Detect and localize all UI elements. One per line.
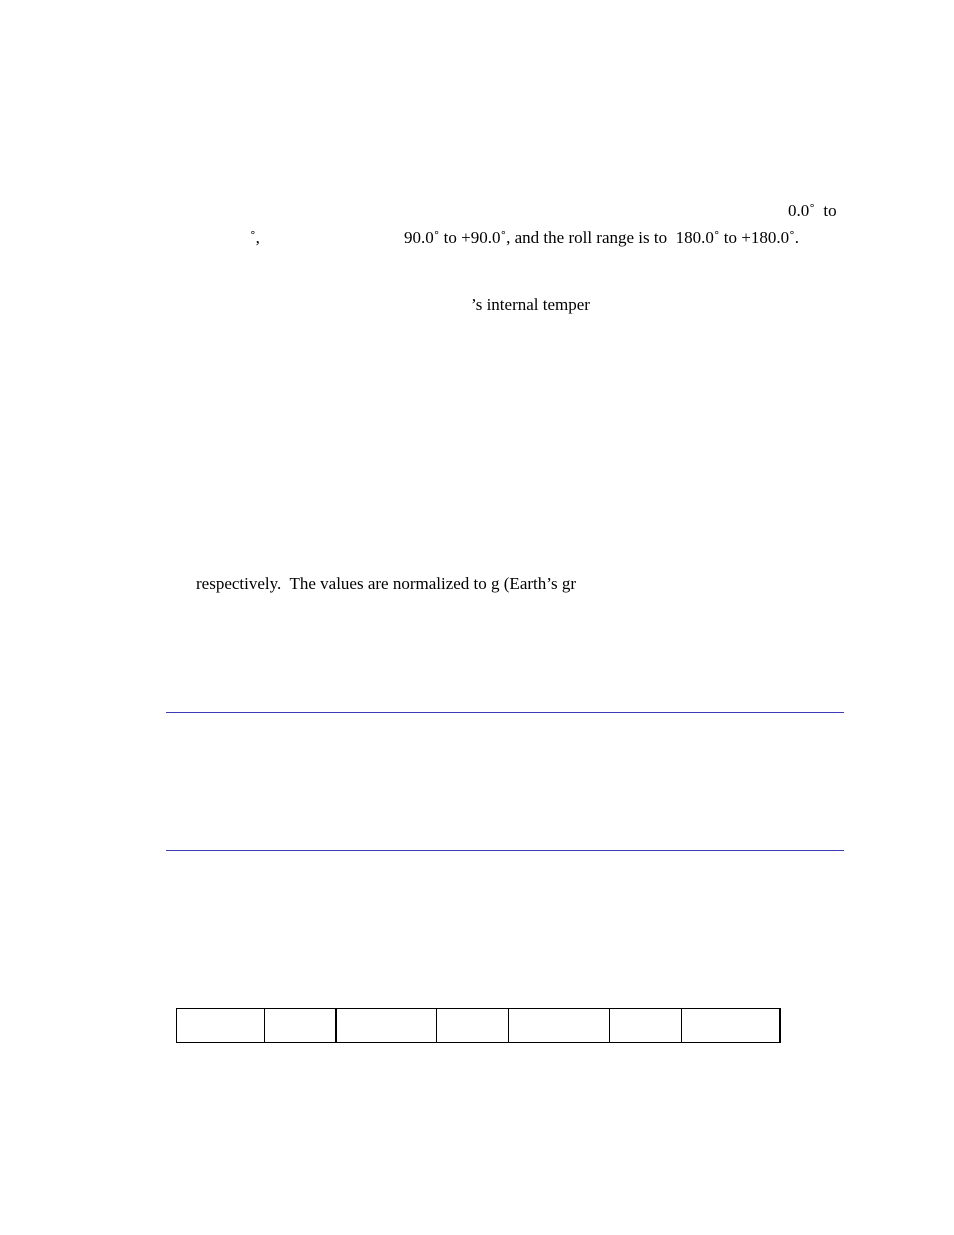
horizontal-rule-bottom [166,850,844,851]
table-cell [265,1009,337,1042]
table-cell [610,1009,682,1042]
horizontal-rule-top [166,712,844,713]
internal-temperature-text: ’s internal temper [471,295,590,314]
table-cell [509,1009,610,1042]
degree-comma-text: ˚, [250,228,260,247]
heading-range-text: 0.0˚ to [788,201,837,220]
normalized-values-text: respectively. The values are normalized to g (Earth’s gr [196,574,576,593]
table-cell [177,1009,265,1042]
pitch-roll-range-text: 90.0˚ to +90.0˚, and the roll range is to 180.0˚ to +180.0˚. [404,228,800,247]
table-cell [337,1009,437,1042]
table-cell [437,1009,509,1042]
byte-layout-table [176,1008,781,1043]
table-cell [682,1009,779,1042]
